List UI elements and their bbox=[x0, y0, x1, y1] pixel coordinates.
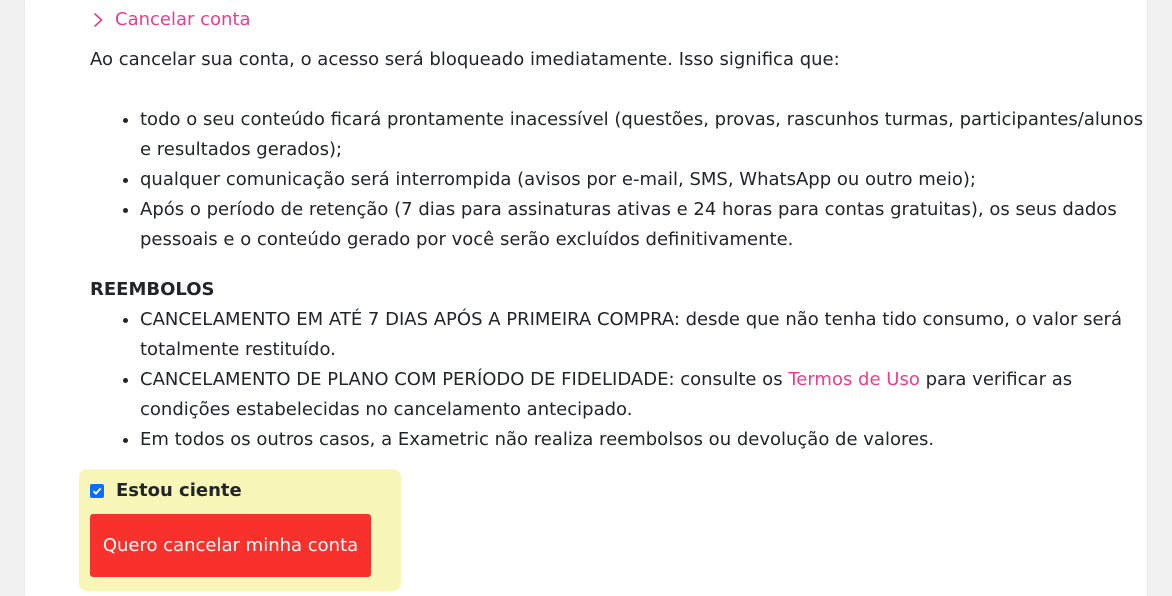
refunds-heading: REEMBOLOS bbox=[90, 279, 215, 300]
settings-card bbox=[25, 0, 1147, 596]
list-item: • Após o período de retenção (7 dias para assinaturas ativas e 24 horas para contas gratuitas), os seus dados pessoais e o conteúdo gerado por você serão excluídos definitivamente. bbox=[140, 195, 1150, 255]
terms-of-use-link[interactable]: Termos de Uso bbox=[788, 369, 920, 390]
list-item: • qualquer comunicação será interrompida (avisos por e-mail, SMS, WhatsApp ou outro meio); bbox=[140, 165, 1150, 195]
cancel-intro-text: Ao cancelar sua conta, o acesso será bloqueado imediatamente. Isso significa que: bbox=[90, 49, 840, 70]
acknowledge-checkbox[interactable] bbox=[90, 484, 104, 498]
list-item: • Em todos os outros casos, a Exametric não realiza reembolsos ou devolução de valores. bbox=[140, 425, 1150, 455]
cancel-account-toggle-label: Cancelar conta bbox=[115, 9, 251, 30]
chevron-right-icon bbox=[93, 12, 103, 28]
checkmark-icon bbox=[92, 486, 102, 496]
refund-item-text: CANCELAMENTO DE PLANO COM PERÍODO DE FIDELIDADE: consulte os bbox=[140, 369, 789, 390]
confirmation-panel bbox=[79, 469, 401, 591]
refunds-list bbox=[90, 305, 1150, 455]
cancel-account-button[interactable]: Quero cancelar minha conta bbox=[90, 514, 371, 577]
list-item: • CANCELAMENTO EM ATÉ 7 DIAS APÓS A PRIMEIRA COMPRA: desde que não tenha tido consumo, o valor será totalmente restituído. bbox=[140, 305, 1150, 365]
refund-item-text: para verificar as condições estabelecidas no cancelamento antecipado. bbox=[140, 369, 1073, 420]
consequences-list bbox=[90, 105, 1150, 255]
acknowledge-label[interactable]: Estou ciente bbox=[116, 480, 242, 501]
list-item: • todo o seu conteúdo ficará prontamente inacessível (questões, provas, rascunhos turmas, participantes/alunos e resultados gerados); bbox=[140, 105, 1150, 165]
acknowledge-row bbox=[90, 476, 242, 506]
cancel-account-toggle[interactable] bbox=[93, 5, 251, 35]
list-item bbox=[140, 365, 1150, 425]
